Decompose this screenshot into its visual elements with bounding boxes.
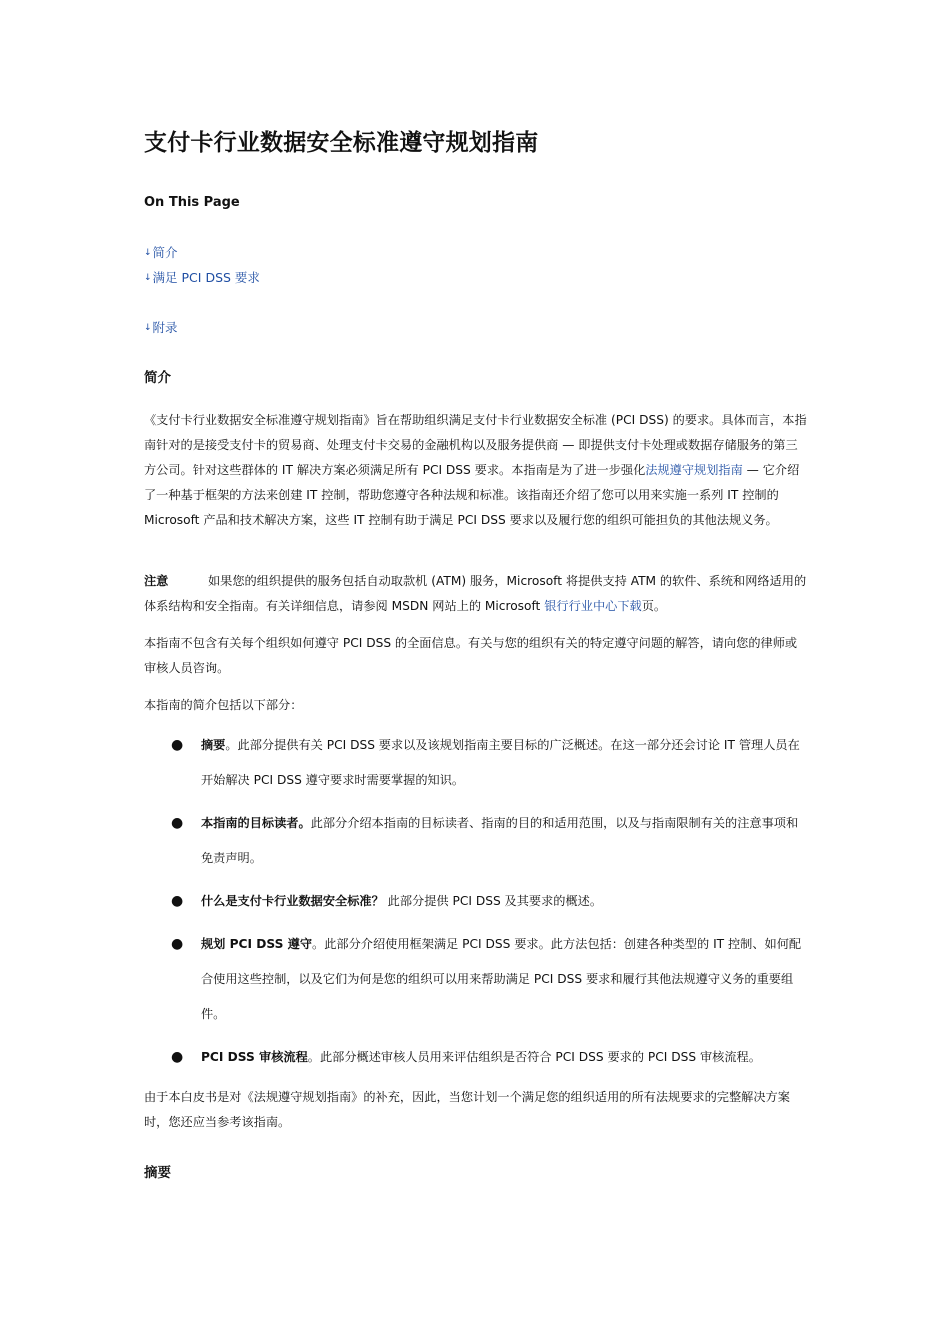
list-item-planning bbox=[144, 927, 808, 1032]
list-item-audit bbox=[144, 1040, 808, 1075]
list-item-title: 规划 PCI DSS 遵守 bbox=[201, 937, 313, 951]
intro-text-cont: — 它介绍了一种基于框架的方法来创建 IT 控制，帮助您遵守各种法规和标准。该指南还介绍了您可以用来实施一系列 IT 控制的 Microsoft 产品和技术解决方案，这些 IT 控制有助于满足 PCI DSS 要求以及履行您的组织可能担负的其他法规义务。 bbox=[144, 463, 800, 527]
toc-link-appendix[interactable] bbox=[144, 318, 178, 336]
note-label: 注意 bbox=[144, 574, 169, 588]
bullet-icon: ● bbox=[171, 936, 184, 952]
toc-link-label: 附录 bbox=[152, 320, 178, 335]
list-item-what-is-pci bbox=[144, 884, 808, 919]
toc-link-pci-dss[interactable] bbox=[144, 268, 260, 286]
arrow-down-icon: ↓ bbox=[144, 248, 152, 258]
compliance-guide-link[interactable]: 法规遵守规划指南 bbox=[645, 463, 743, 477]
arrow-down-icon: ↓ bbox=[144, 323, 152, 333]
arrow-down-icon: ↓ bbox=[144, 273, 152, 283]
note-text: 如果您的组织提供的服务包括自动取款机 (ATM) 服务，Microsoft 将提供支持 ATM 的软件、系统和网络适用的体系结构和安全指南。有关详细信息，请参阅 MSDN 网站上的 Microsoft bbox=[144, 574, 807, 613]
bullet-icon: ● bbox=[171, 893, 184, 909]
toc-link-label: 满足 PCI DSS 要求 bbox=[152, 270, 260, 285]
list-item-text: 。此部分提供有关 PCI DSS 要求以及该规划指南主要目标的广泛概述。在这一部分还会讨论 IT 管理人员在开始解决 PCI DSS 遵守要求时需要掌握的知识。 bbox=[201, 738, 800, 787]
bullet-icon: ● bbox=[171, 1049, 184, 1065]
list-item-text: 。此部分概述审核人员用来评估组织是否符合 PCI DSS 要求的 PCI DSS 审核流程。 bbox=[307, 1050, 761, 1064]
list-item-title: 什么是支付卡行业数据安全标准？ bbox=[201, 894, 384, 908]
list-item-title: 本指南的目标读者。 bbox=[201, 816, 311, 830]
list-item-title: PCI DSS 审核流程 bbox=[201, 1050, 308, 1064]
note-text-end: 页。 bbox=[641, 599, 667, 613]
sections-intro-paragraph: 本指南的简介包括以下部分： bbox=[144, 698, 303, 712]
note-paragraph bbox=[144, 569, 808, 619]
section-list bbox=[144, 728, 808, 1083]
list-item-summary bbox=[144, 728, 808, 798]
bullet-icon: ● bbox=[171, 815, 184, 831]
section-heading-intro: 简介 bbox=[144, 370, 171, 386]
section-heading-summary: 摘要 bbox=[144, 1165, 171, 1181]
list-item-title: 摘要 bbox=[201, 738, 226, 752]
scope-paragraph: 本指南不包含有关每个组织如何遵守 PCI DSS 的全面信息。有关与您的组织有关的特定遵守问题的解答，请向您的律师或审核人员咨询。 bbox=[144, 636, 798, 675]
page-title: 支付卡行业数据安全标准遵守规划指南 bbox=[144, 130, 539, 156]
toc-link-intro[interactable] bbox=[144, 243, 178, 261]
banking-center-download-link[interactable]: 银行行业中心下载 bbox=[544, 599, 642, 613]
list-item-text: 此部分介绍本指南的目标读者、指南的目的和适用范围，以及与指南限制有关的注意事项和免责声明。 bbox=[201, 816, 799, 865]
on-this-page-heading: On This Page bbox=[144, 195, 240, 210]
bullet-icon: ● bbox=[171, 737, 184, 753]
closing-paragraph: 由于本白皮书是对《法规遵守规划指南》的补充，因此，当您计划一个满足您的组织适用的所有法规要求的完整解决方案时，您还应当参考该指南。 bbox=[144, 1090, 790, 1129]
list-item-text: 此部分提供 PCI DSS 及其要求的概述。 bbox=[383, 894, 603, 908]
list-item-text: 。此部分介绍使用框架满足 PCI DSS 要求。此方法包括：创建各种类型的 IT 控制、如何配合使用这些控制，以及它们为何是您的组织可以用来帮助满足 PCI DSS 要求和履行其他法规遵守义务的重要组件。 bbox=[201, 937, 802, 1021]
intro-paragraph bbox=[144, 408, 808, 533]
intro-text: 《支付卡行业数据安全标准遵守规划指南》旨在帮助组织满足支付卡行业数据安全标准 (PCI DSS) 的要求。具体而言，本指南针对的是接受支付卡的贸易商、处理支付卡交易的金融机构以及服务提供商 — 即提供支付卡处理或数据存储服务的第三方公司。针对这些群体的 IT 解决方案必须满足所有 PCI DSS 要求。本指南是为了进一步强化 bbox=[144, 413, 807, 477]
list-item-audience bbox=[144, 806, 808, 876]
toc-link-label: 简介 bbox=[152, 245, 178, 260]
